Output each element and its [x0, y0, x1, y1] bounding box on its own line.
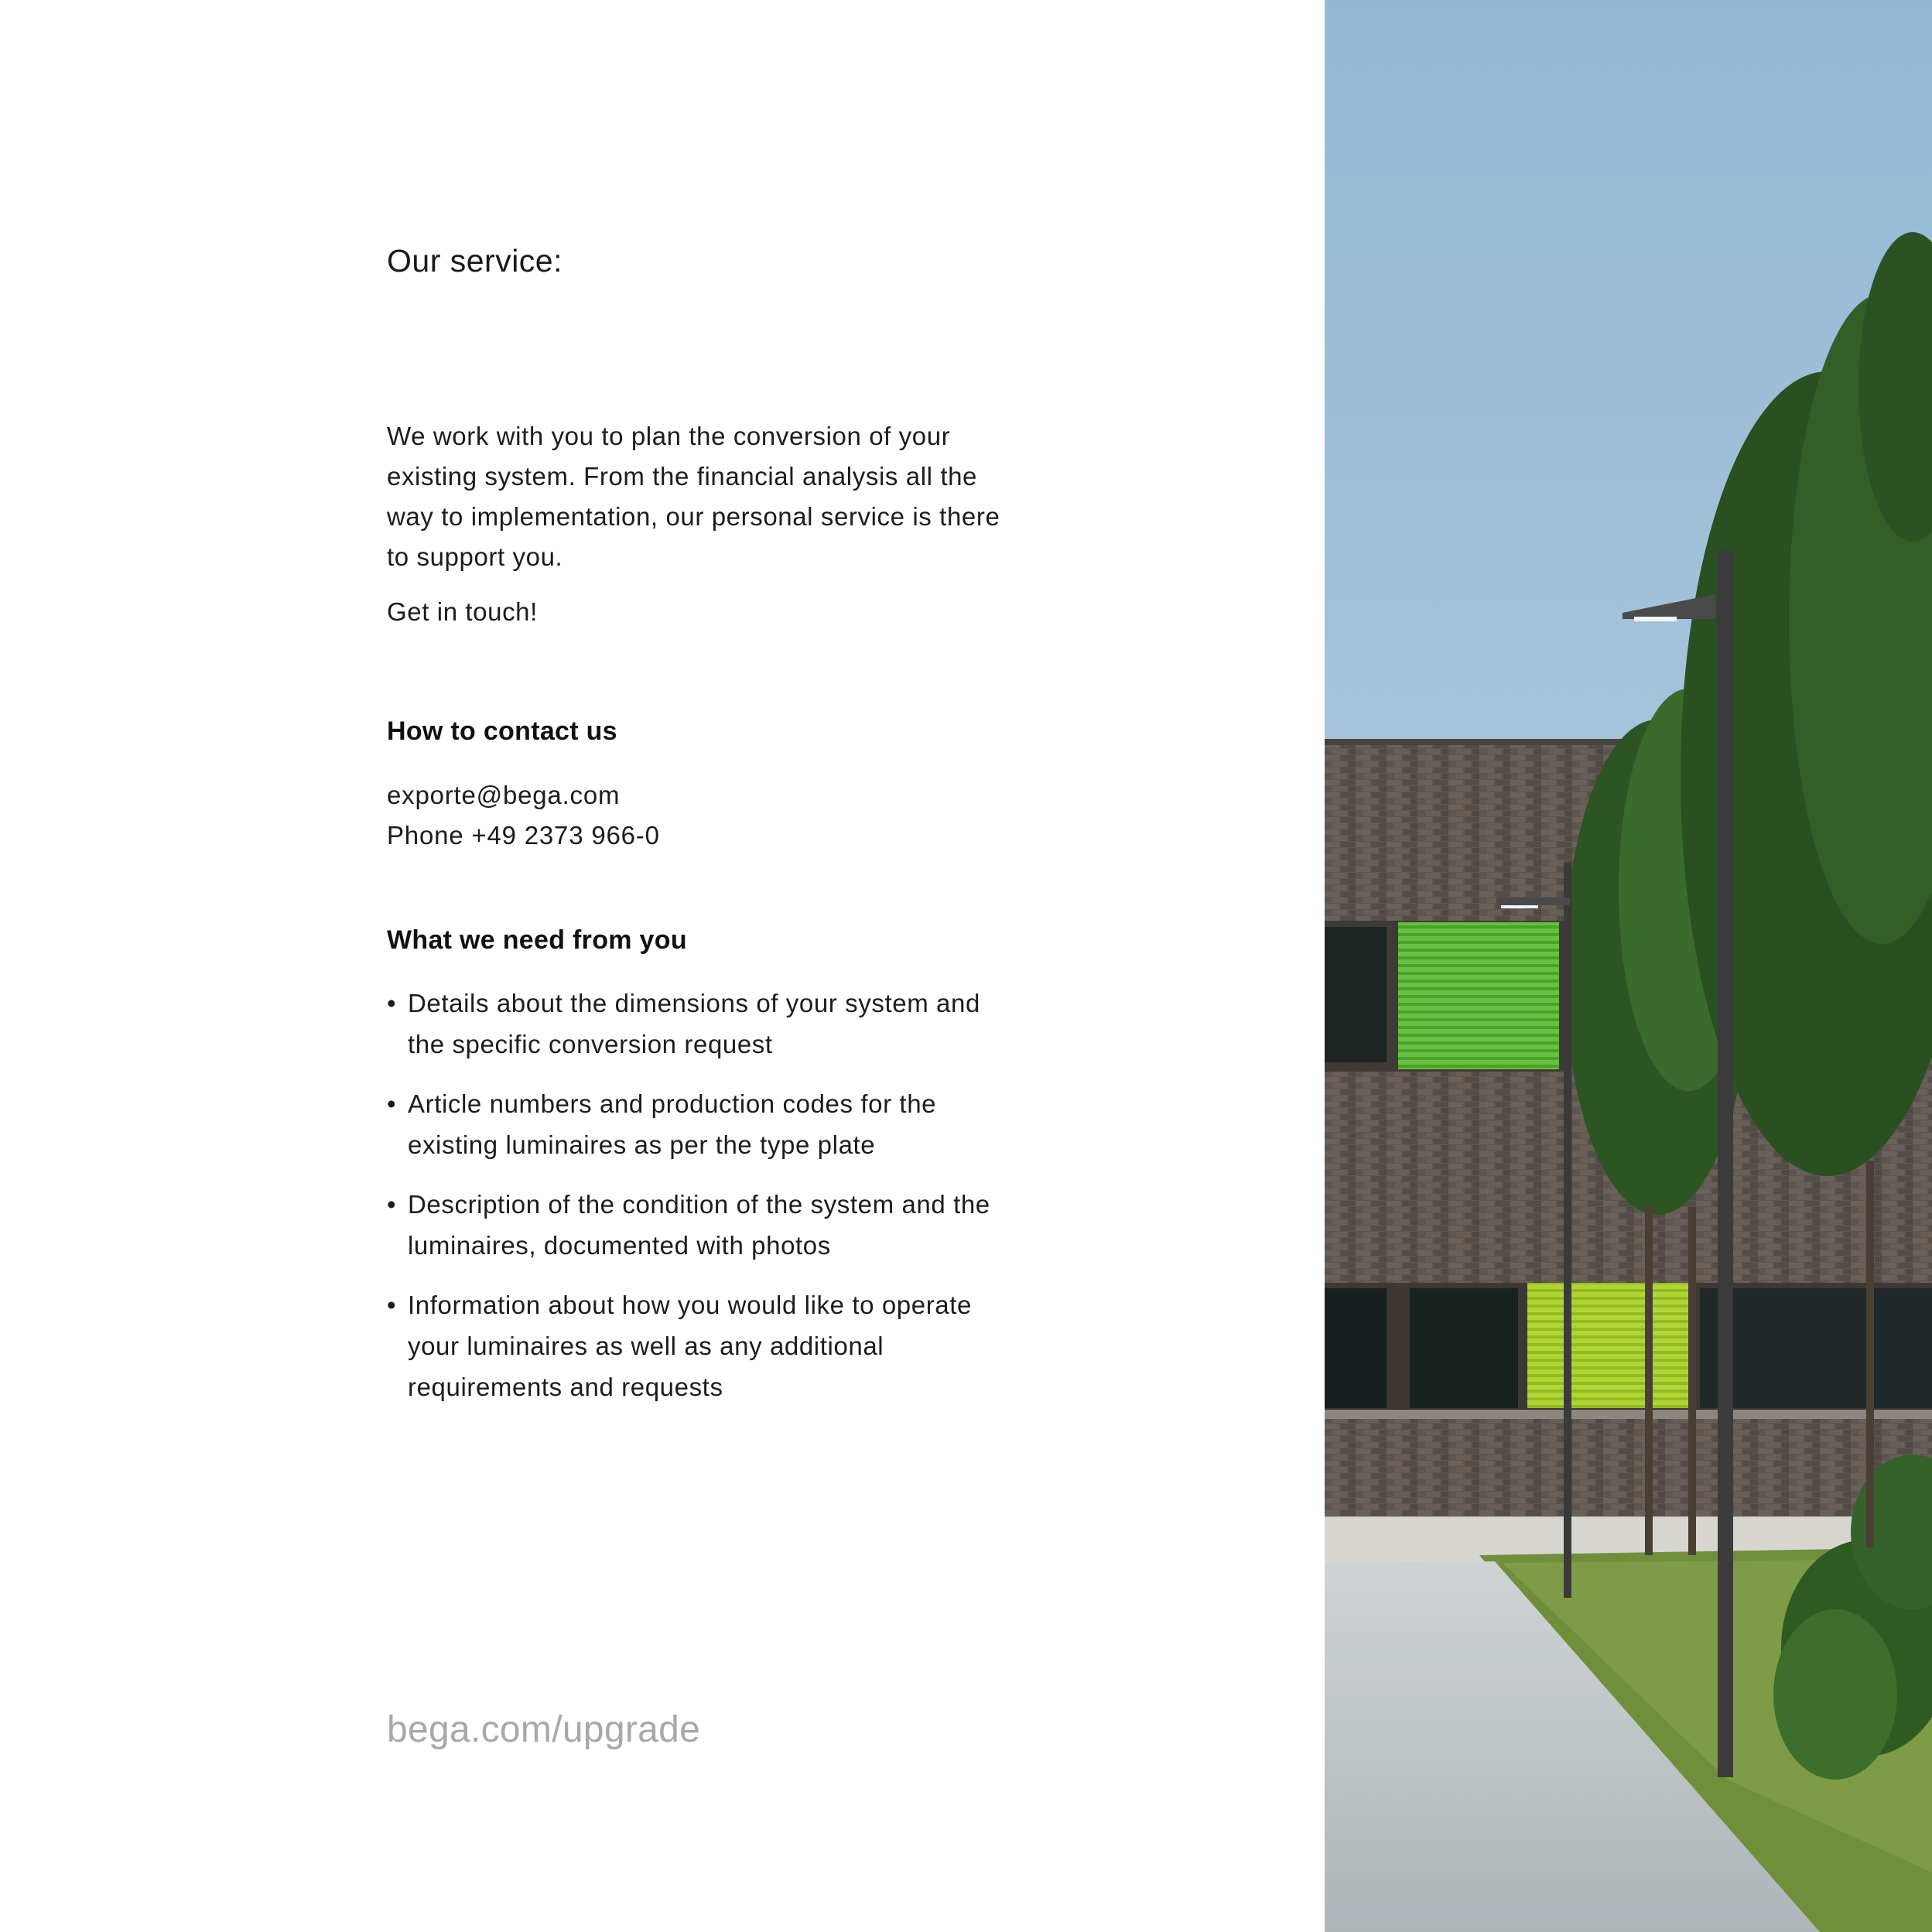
call-to-action: Get in touch! [387, 597, 538, 626]
phone-number[interactable]: Phone +49 2373 966-0 [387, 821, 660, 850]
requirements-heading: What we need from you [387, 925, 687, 955]
contact-heading: How to contact us [387, 716, 617, 746]
requirements-list [387, 983, 1021, 1426]
list-item-text: Information about how you would like to operate your luminaires as well as any additional requirements and requests [408, 1291, 972, 1401]
list-item-text: Details about the dimensions of your system and the specific conversion request [408, 989, 980, 1058]
list-item-text: Description of the condition of the system and the luminaires, documented with photos [408, 1190, 990, 1260]
list-item-text: Article numbers and production codes for the existing luminaires as per the type plate [408, 1089, 937, 1159]
list-item [387, 1284, 1021, 1407]
list-item [387, 1184, 1021, 1266]
page-title: Our service: [387, 243, 563, 279]
list-item [387, 1083, 1021, 1165]
bullet-icon: • [387, 1089, 397, 1118]
contact-details [387, 775, 660, 856]
email-link[interactable]: exporte@bega.com [387, 781, 621, 809]
street-light-photo [1325, 0, 1932, 1932]
list-item [387, 983, 1021, 1065]
bullet-icon: • [387, 1190, 397, 1219]
intro-paragraph: We work with you to plan the conversion of your existing system. From the financial analysis all the way to implementation, our personal service is there to support you. [387, 422, 1000, 571]
bullet-icon: • [387, 1291, 397, 1319]
footer-url-link[interactable]: bega.com/upgrade [387, 1709, 701, 1750]
bullet-icon: • [387, 989, 397, 1017]
